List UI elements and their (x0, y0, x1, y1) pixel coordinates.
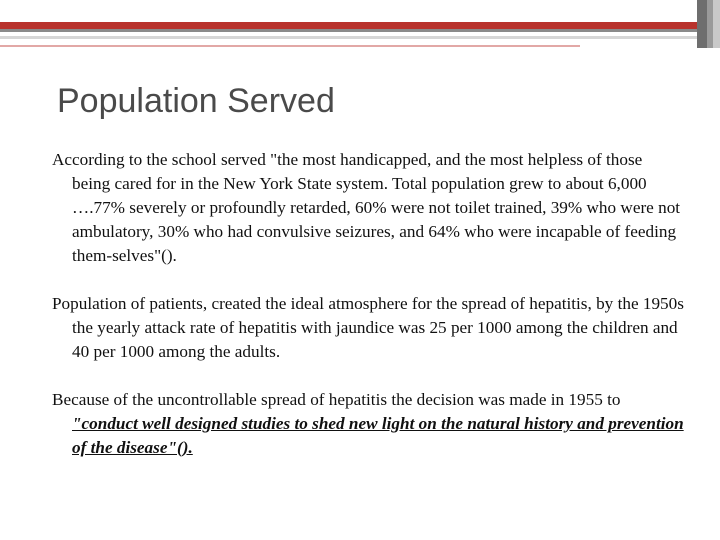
header-thin-line (0, 45, 580, 47)
header-light-bar (0, 36, 697, 39)
header-gray-bar (0, 29, 697, 32)
corner-block-light (713, 0, 720, 48)
corner-block-dark (697, 0, 707, 48)
header-accent-bar (0, 22, 697, 29)
paragraph-school-population: According to the school served "the most handicapped, and the most helpless of those being cared for in the New York State system. Total population grew to about 6,000 ….77% severely or profoundly retarded, 60% were not toilet trained, 39% who were not ambulatory, 30% who had convulsive seizures, and 64% who were incapable of feeding them-selves"(). (52, 150, 681, 265)
slide-title: Population Served (57, 82, 335, 120)
paragraph-study-decision (52, 388, 684, 460)
study-quote-emphasis: "conduct well designed studies to shed new light on the natural history and prevention of the disease"(). (72, 414, 684, 457)
paragraph-hepatitis-spread: Population of patients, created the ideal atmosphere for the spread of hepatitis, by the 1950s the yearly attack rate of hepatitis with jaundice was 25 per 1000 among the children and 40 per 1000 among the adults. (52, 294, 684, 361)
study-decision-lead: Because of the uncontrollable spread of hepatitis the decision was made in 1955 to (52, 390, 621, 409)
slide-body (52, 148, 684, 484)
